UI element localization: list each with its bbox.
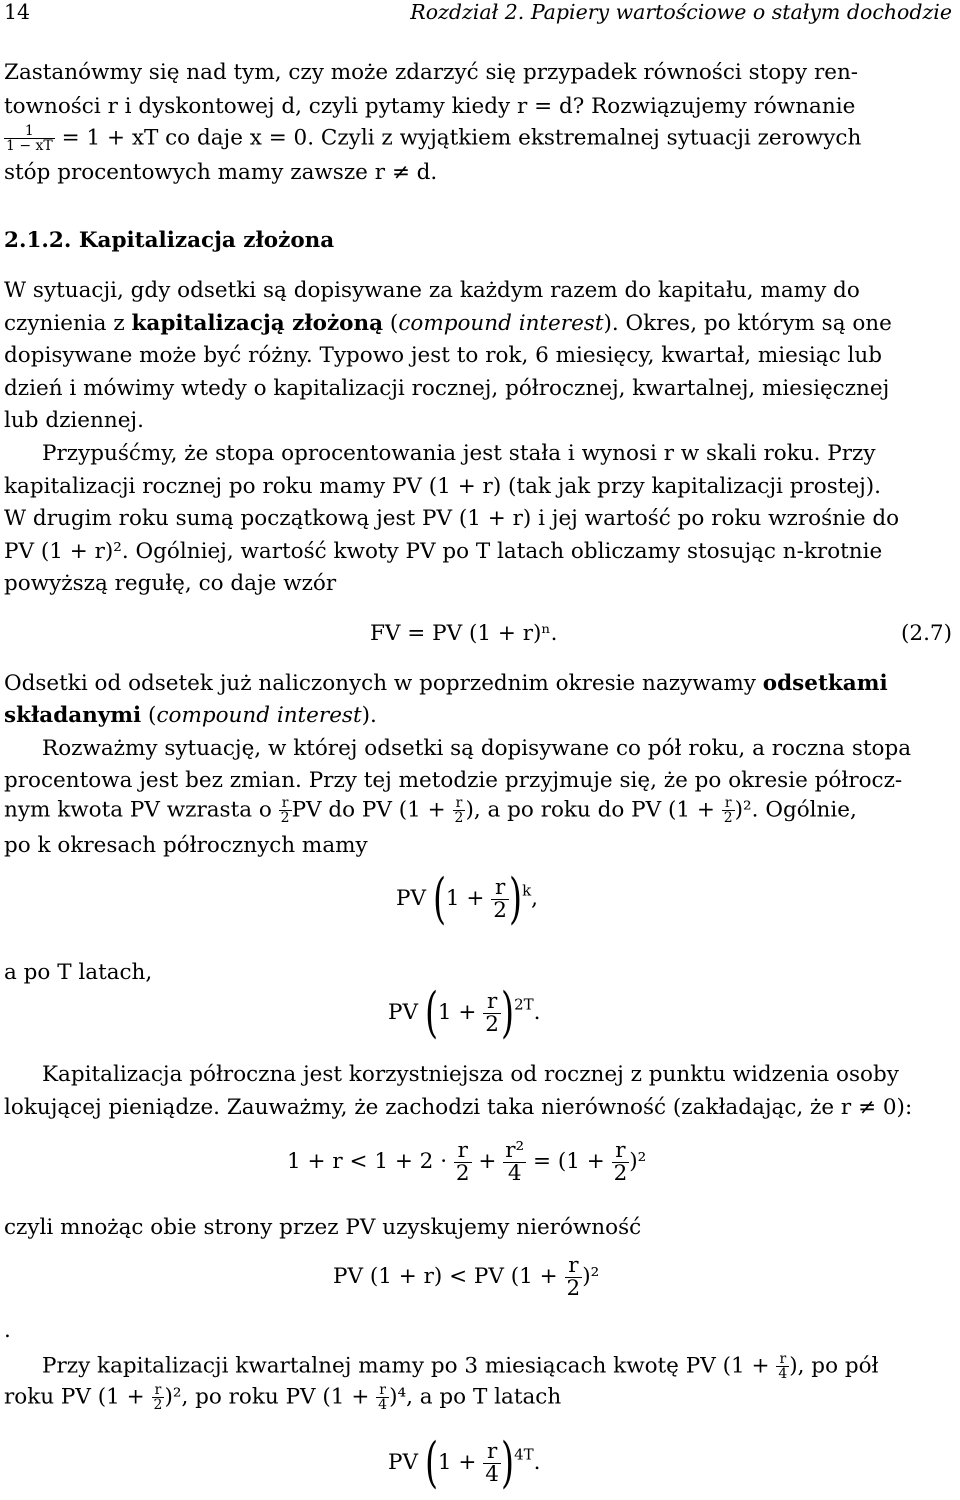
inequality-semiannual-vs-annual: 1 + r < 1 + 2 · $\frac{r}{2}$ + $\frac{\text{r²}}{4}$ = (1 + $\frac{r}{2}$ )² <box>287 1138 647 1186</box>
section-heading <box>4 230 334 252</box>
after-t-years-label: a po T latach, <box>4 960 153 985</box>
para6-line-1: czyli mnożąc obie strony przez PV uzyskujemy nierówność <box>4 1215 642 1240</box>
intro-line-4: stóp procentowych mamy zawsze r ≠ d. <box>4 160 438 185</box>
inequality-pv: PV (1 + r) < PV (1 + $\frac{r}{2}$ )² <box>333 1253 600 1301</box>
fraction-r-over-4: $\frac{r}{4}$ <box>485 1439 499 1487</box>
para7-line-2: roku PV (1 + $\frac{r}{2}$ )², po roku PV (1 + $\frac{r}{4}$ )⁴, a po T latach <box>4 1382 562 1413</box>
fraction-r-over-2: $\frac{r}{2}$ <box>280 795 290 826</box>
para1-line-2: czynienia z kapitalizacją złożoną (compound interest). Okres, po którym są one <box>4 311 892 336</box>
para5-line-1: Kapitalizacja półroczna jest korzystniejsza od rocznej z punktu widzenia osoby <box>42 1062 899 1087</box>
intro-line-1: Zastanówmy się nad tym, czy może zdarzyć się przypadek równości stopy ren- <box>4 60 859 85</box>
fraction-r-over-2: $\frac{r}{2}$ <box>454 795 464 826</box>
para2-line-3: W drugim roku sumą początkową jest PV (1 + r) i jej wartość po roku wzrośnie do <box>4 506 900 531</box>
equation-semiannual-2t: PV (1 + $\frac{r}{2}$ )$^{2T}$. <box>388 981 541 1044</box>
equation-2-7: FV = PV (1 + r)ⁿ. <box>370 621 558 646</box>
para2-line-4: PV (1 + r)². Ogólniej, wartość kwoty PV po T latach obliczamy stosując n-krotnie <box>4 539 883 564</box>
para5-line-2: lokującej pieniądze. Zauważmy, że zachodzi taka nierówność (zakładając, że r ≠ 0): <box>4 1095 913 1120</box>
para3-line-1: Odsetki od odsetek już naliczonych w poprzednim okresie nazywamy odsetkami <box>4 671 888 696</box>
fraction-r-over-2: $\frac{r}{2}$ <box>153 1382 163 1413</box>
para4-line-4: po k okresach półrocznych mamy <box>4 833 368 858</box>
para1-line-3: dopisywane może być różny. Typowo jest to rok, 6 miesięcy, kwartał, miesiąc lub <box>4 343 882 368</box>
lone-period: . <box>4 1318 11 1343</box>
fraction-r-over-2: $\frac{r}{2}$ <box>455 1138 470 1186</box>
term-compound-capitalization: kapitalizacją złożoną <box>131 311 384 336</box>
running-title: Rozdział 2. Papiery wartościowe o stałym dochodzie <box>410 0 952 24</box>
para2-line-1: Przypuśćmy, że stopa oprocentowania jest stała i wynosi r w skali roku. Przy <box>42 441 876 466</box>
para4-line-3: nym kwota PV wzrasta o $\frac{r}{2}$ PV do PV (1 + $\frac{r}{2}$ ), a po roku do PV (1 + $\frac{r}{2}$ )². Ogólnie, <box>4 795 857 826</box>
section-number: 2.1.2. <box>4 228 72 253</box>
section-title: Kapitalizacja złożona <box>78 228 335 253</box>
equation-semiannual-k: PV (1 + $\frac{r}{2}$ )$^k$, <box>396 867 538 930</box>
para1-line-1: W sytuacji, gdy odsetki są dopisywane za każdym razem do kapitału, mamy do <box>4 278 860 303</box>
fraction-r-over-2: $\frac{r}{2}$ <box>485 989 499 1037</box>
term-compound-interest: odsetkami <box>762 671 888 696</box>
intro-line-3: $\frac{1}{1 - xT}$ = 1 + xT co daje x = 0. Czyli z wyjątkiem ekstremalnej sytuacji zerowych <box>6 123 862 154</box>
equation-label-2-7: (2.7) <box>901 621 952 646</box>
fraction-r-over-2: $\frac{r}{2}$ <box>493 875 507 923</box>
fraction-r-over-2: $\frac{r}{2}$ <box>723 795 733 826</box>
page-number: 14 <box>4 0 31 24</box>
fraction-r-over-4: $\frac{r}{4}$ <box>378 1382 388 1413</box>
para2-line-2: kapitalizacji rocznej po roku mamy PV (1 + r) (tak jak przy kapitalizacji prostej). <box>4 474 881 499</box>
fraction-1-over-1-xT: $\frac{1}{1 - xT}$ <box>6 123 53 154</box>
para7-line-1: Przy kapitalizacji kwartalnej mamy po 3 miesiącach kwotę PV (1 + $\frac{r}{4}$ ), po pół <box>42 1351 879 1382</box>
fraction-r-over-2: $\frac{r}{2}$ <box>613 1138 628 1186</box>
para4-line-1: Rozważmy sytuację, w której odsetki są dopisywane co pół roku, a roczna stopa <box>42 736 912 761</box>
para4-line-2: procentowa jest bez zmian. Przy tej metodzie przyjmuje się, że po okresie półrocz- <box>4 768 903 793</box>
fraction-r-over-4: $\frac{r}{4}$ <box>778 1351 788 1382</box>
para1-line-5: lub dziennej. <box>4 408 144 433</box>
equation-quarterly-4t: PV (1 + $\frac{r}{4}$ )$^{4T}$. <box>388 1431 541 1494</box>
para3-line-2: składanymi (compound interest). <box>4 703 377 728</box>
para1-line-4: dzień i mówimy wtedy o kapitalizacji rocznej, półrocznej, kwartalnej, miesięcznej <box>4 376 890 401</box>
fraction-r2-over-4: $\frac{\text{r²}}{4}$ <box>505 1138 525 1186</box>
para2-line-5: powyższą regułę, co daje wzór <box>4 571 337 596</box>
fraction-r-over-2: $\frac{r}{2}$ <box>566 1253 581 1301</box>
intro-line-2: towności r i dyskontowej d, czyli pytamy kiedy r = d? Rozwiązujemy równanie <box>4 94 856 119</box>
